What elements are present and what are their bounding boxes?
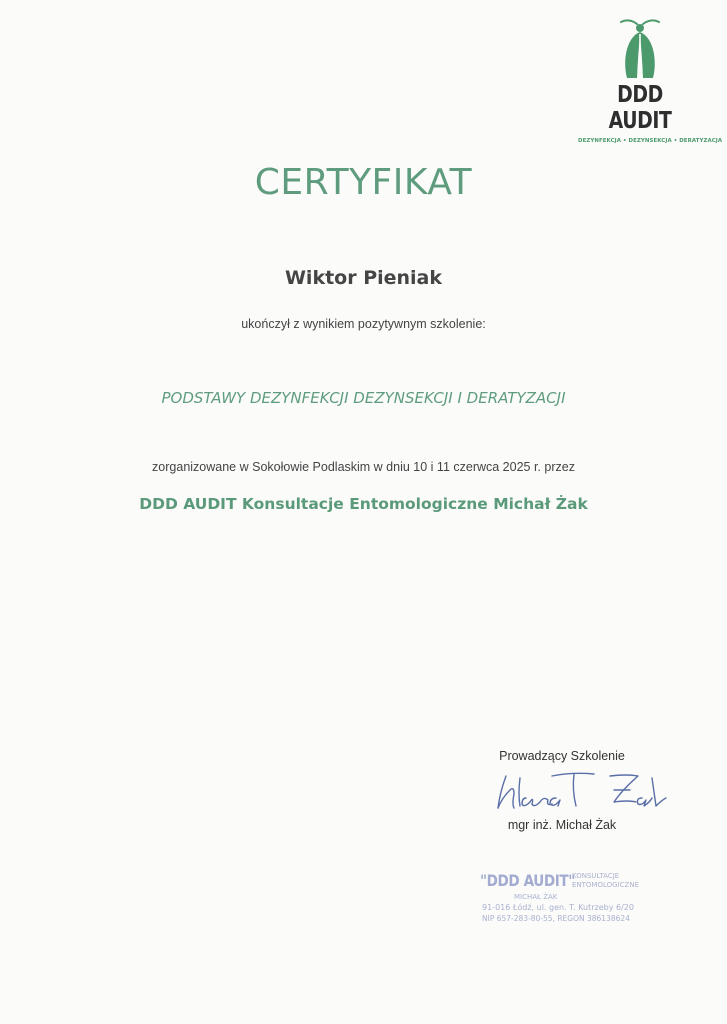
trainer-label: Prowadzący Szkolenie (499, 749, 625, 763)
company-stamp (480, 868, 660, 934)
trainer-signature (492, 768, 672, 818)
organizer-company: DDD AUDIT Konsultacje Entomologiczne Michał Żak (139, 495, 588, 513)
completion-text: ukończył z wynikiem pozytywnym szkolenie: (241, 317, 486, 331)
recipient-name: Wiktor Pieniak (284, 267, 443, 289)
stamp-line: KONSULTACJE (572, 872, 620, 880)
stamp-address: 91-016 Łódź, ul. gen. T. Kutrzeby 6/20 (482, 903, 634, 912)
company-logo (578, 14, 723, 144)
stamp-line: ENTOMOLOGICZNE (572, 881, 639, 889)
stamp-brand: "DDD AUDIT" (480, 871, 575, 890)
certificate-title: CERTYFIKAT (254, 162, 473, 203)
logo-name: DDD AUDIT (608, 82, 672, 134)
stamp-line: MICHAŁ ŻAK (514, 893, 558, 901)
stamp-tax-ids: NIP 657-283-80-55, REGON 386138624 (482, 914, 630, 923)
course-name: PODSTAWY DEZYNFEKCJI DEZYNSEKCJI I DERATYZACJI (161, 389, 566, 407)
trainer-name: mgr inż. Michał Żak (507, 818, 617, 832)
organized-text: zorganizowane w Sokołowie Podlaskim w dniu 10 i 11 czerwca 2025 r. przez (152, 460, 575, 474)
logo-tagline: DEZYNFEKCJA • DEZYNSEKCJA • DERATYZACJA (578, 138, 723, 144)
insect-icon (615, 14, 665, 80)
